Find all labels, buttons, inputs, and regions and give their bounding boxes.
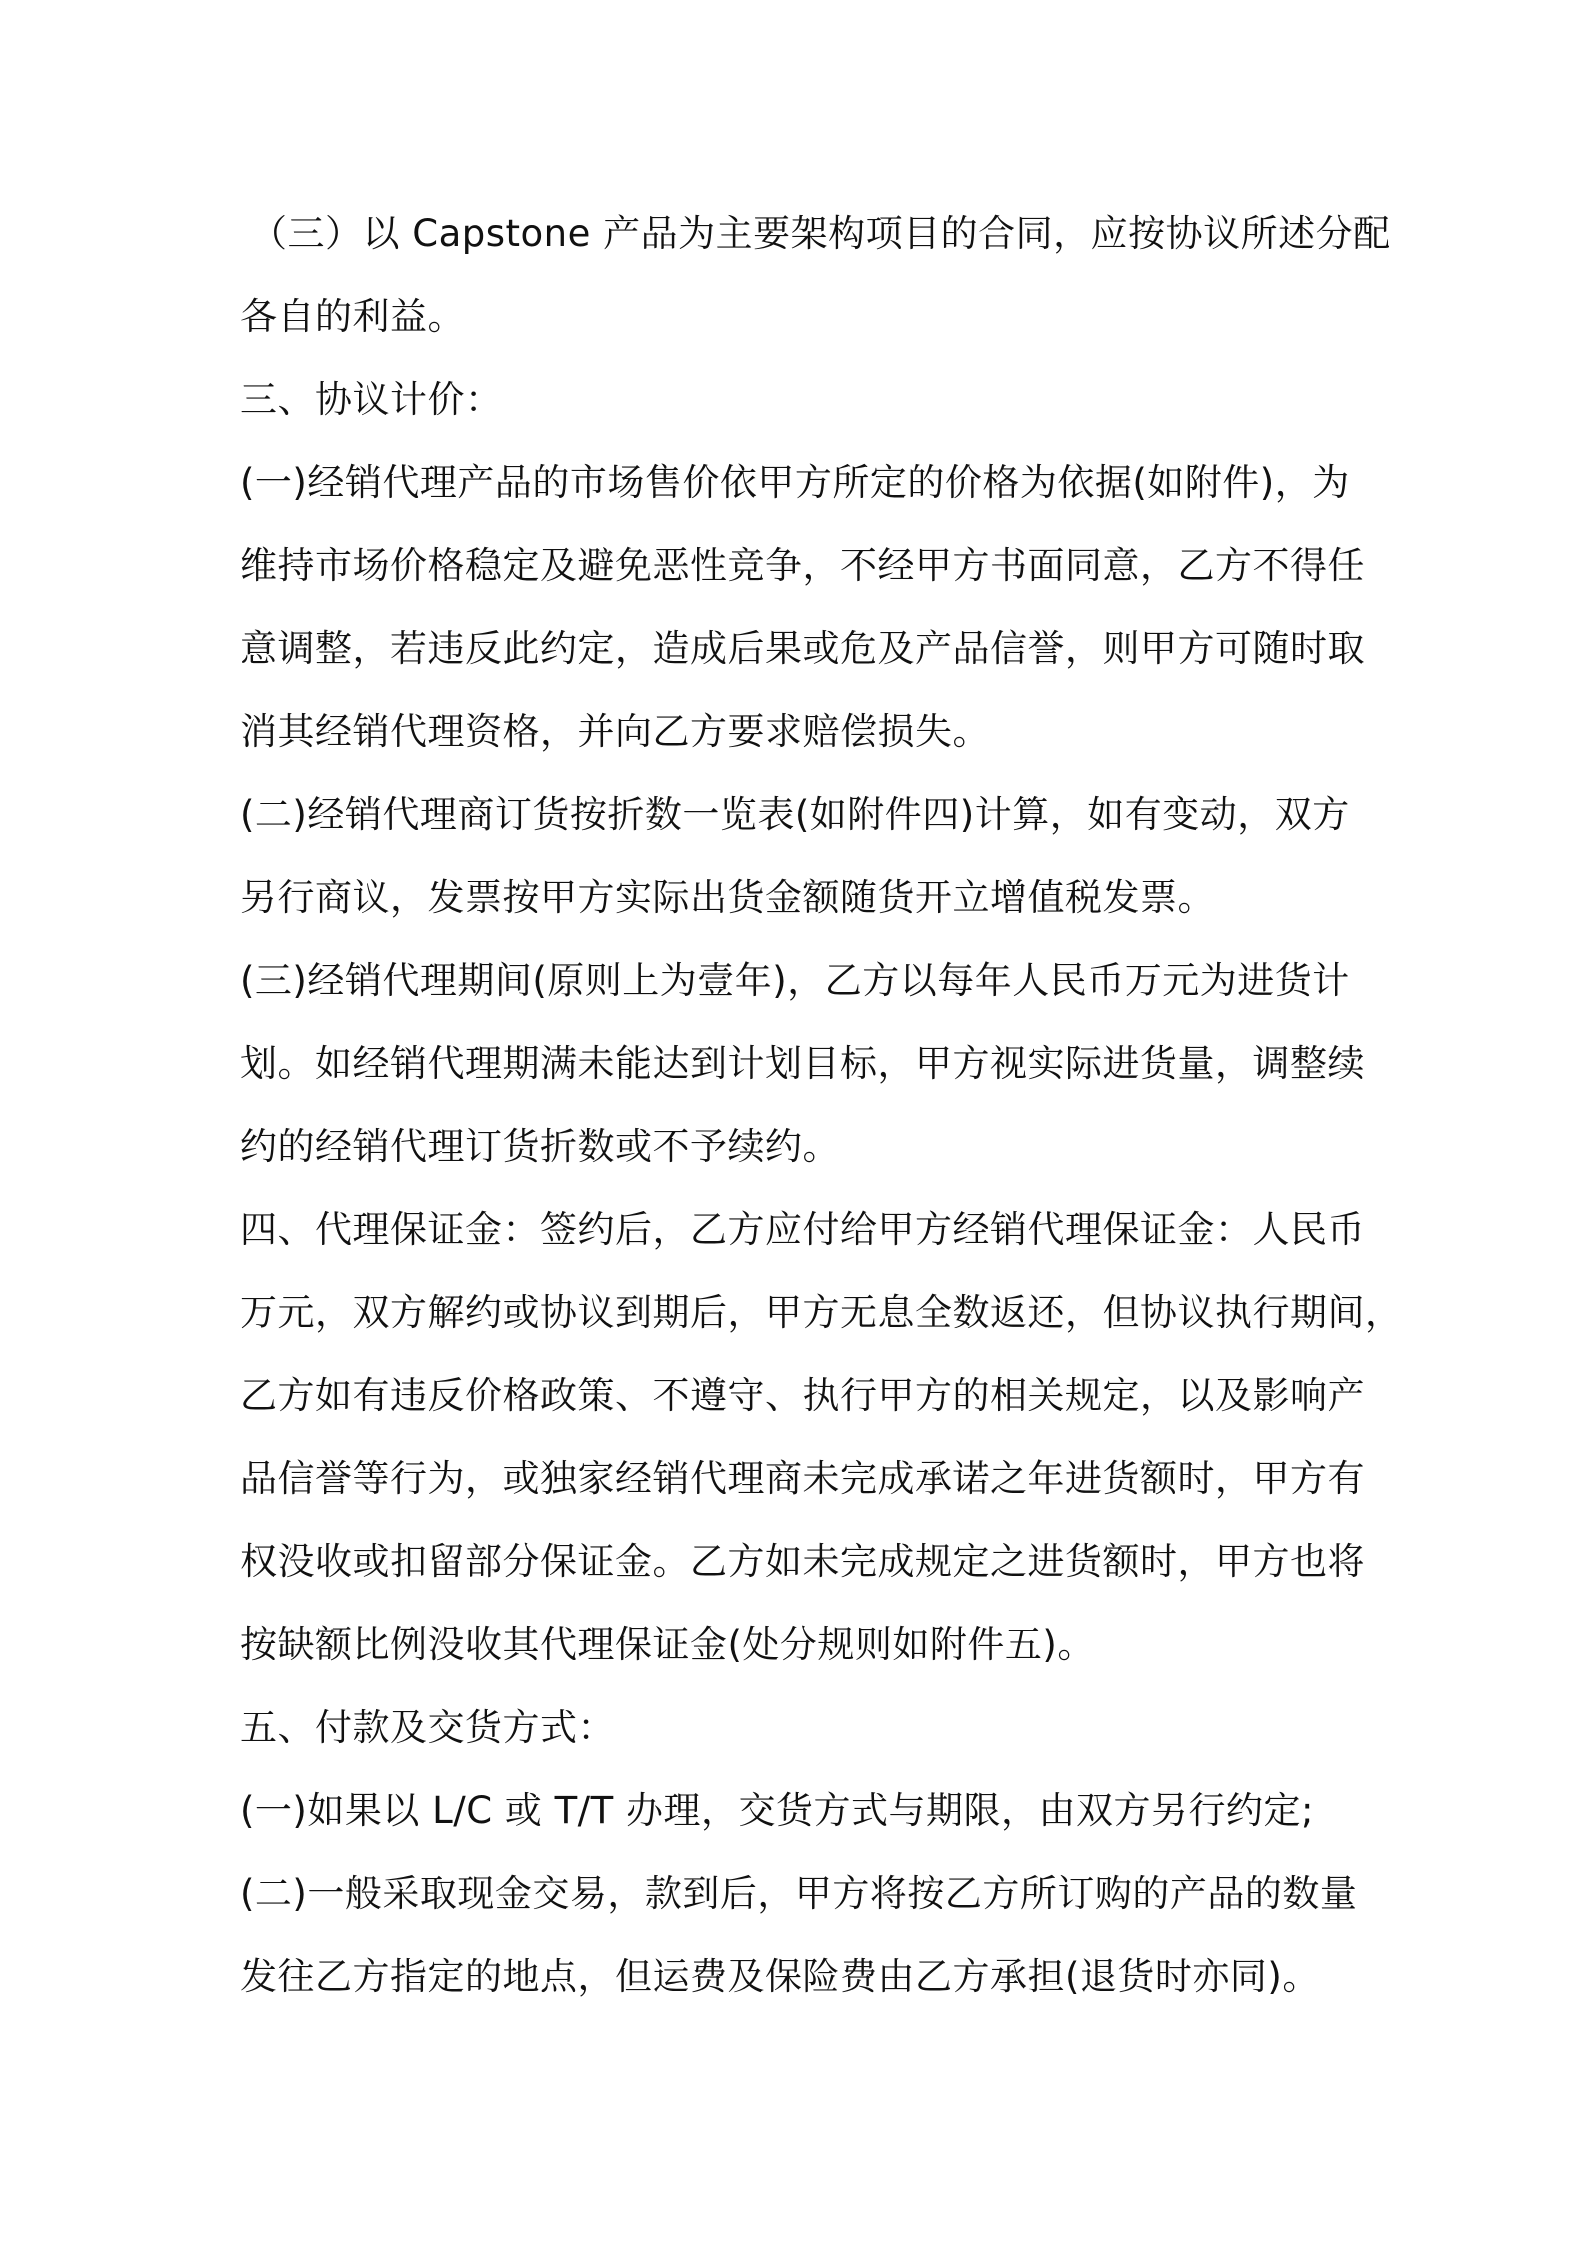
text-line: 约的经销代理订货折数或不予续约。 [240,1125,840,1168]
text-line: 维持市场价格稳定及避免恶性竞争，不经甲方书面同意，乙方不得任 [240,544,1365,587]
text-line: 发往乙方指定的地点，但运费及保险费由乙方承担(退货时亦同)。 [240,1955,1320,1998]
text-line: 另行商议，发票按甲方实际出货金额随货开立增值税发票。 [240,876,1215,919]
section-heading: 四、代理保证金：签约后，乙方应付给甲方经销代理保证金：人民币 [240,1208,1365,1251]
section-heading: 五、付款及交货方式： [240,1706,615,1749]
text-line: 划。如经销代理期满未能达到计划目标，甲方视实际进货量，调整续 [240,1042,1365,1085]
text-line: (二)经销代理商订货按折数一览表(如附件四)计算，如有变动，双方 [240,793,1350,836]
text-line: (二)一般采取现金交易，款到后，甲方将按乙方所订购的产品的数量 [240,1872,1358,1915]
text-line: （三）以 Capstone 产品为主要架构项目的合同，应按协议所述分配 [250,212,1391,255]
text-line: 权没收或扣留部分保证金。乙方如未完成规定之进货额时，甲方也将 [240,1540,1365,1583]
document-body [240,192,1403,2018]
text-line: 按缺额比例没收其代理保证金(处分规则如附件五)。 [240,1623,1095,1666]
text-line: 万元，双方解约或协议到期后，甲方无息全数返还，但协议执行期间， [240,1291,1403,1334]
text-line: 意调整，若违反此约定，造成后果或危及产品信誉，则甲方可随时取 [240,627,1365,670]
text-line: (一)经销代理产品的市场售价依甲方所定的价格为依据(如附件)，为 [240,461,1350,504]
section-heading: 三、协议计价： [240,378,503,421]
text-line: (三)经销代理期间(原则上为壹年)，乙方以每年人民币万元为进货计 [240,959,1350,1002]
text-line: 乙方如有违反价格政策、不遵守、执行甲方的相关规定，以及影响产 [240,1374,1365,1417]
text-line: 消其经销代理资格，并向乙方要求赔偿损失。 [240,710,990,753]
text-line: 各自的利益。 [240,295,465,338]
text-line: (一)如果以 L/C 或 T/T 办理，交货方式与期限，由双方另行约定; [240,1789,1314,1832]
text-line: 品信誉等行为，或独家经销代理商未完成承诺之年进货额时，甲方有 [240,1457,1365,1500]
